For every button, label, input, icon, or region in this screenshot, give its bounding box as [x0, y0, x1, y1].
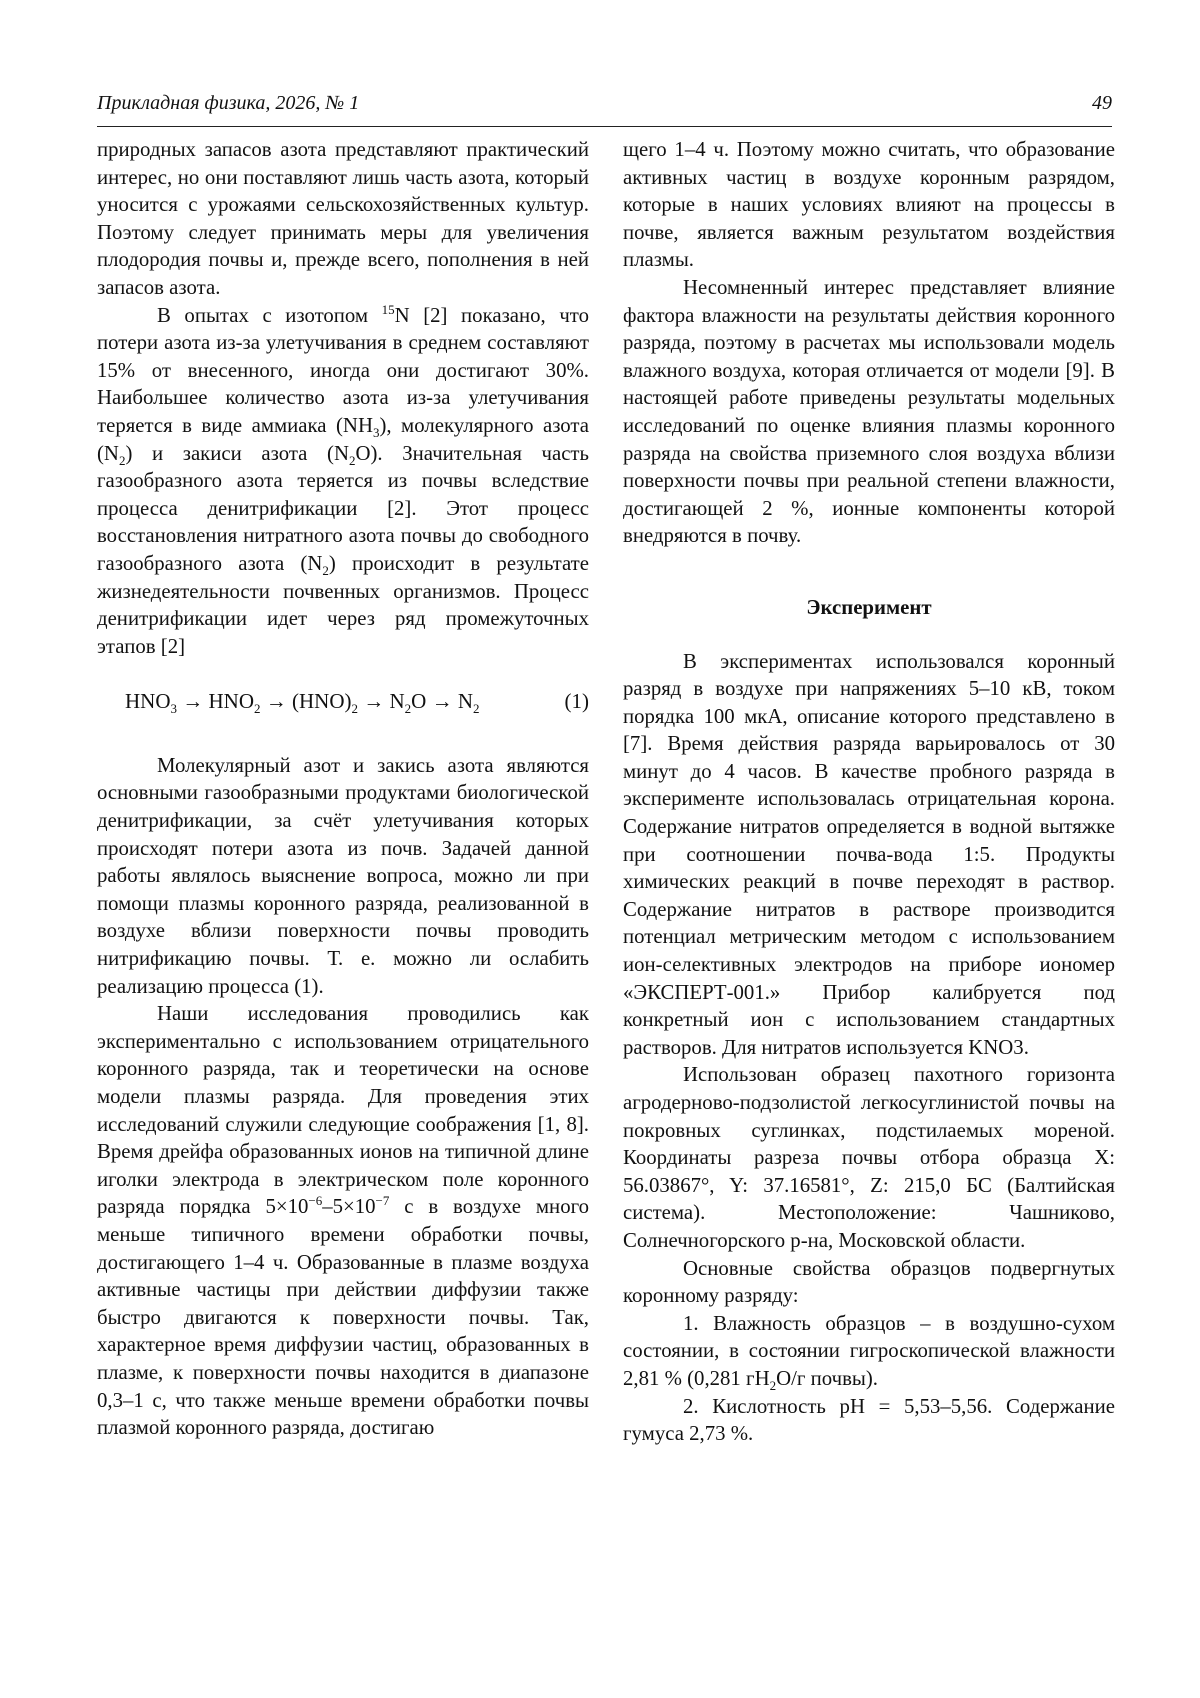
running-header — [97, 92, 1112, 127]
paragraph: Наши исследования проводились как экспериментально с использованием отрицательного коронного разряда, так и теоретически на основе модели плазмы разряда. Для проведения этих исследований служили следующие соображения [1, 8]. Время дрейфа образованных ионов на типичной длине иголки электрода в электрическом поле коронного разряда порядка $5\times 10^{-6}-5\times 10^{-7}$ с в воздухе много меньше типичного времени обработки почвы, достигающего 1–4 ч. Образованные в плазме воздуха активные частицы при действии диффузии также быстро двигаются к поверхности почвы. Так, характерное время диффузии частиц, образованных в плазме, к поверхности почвы находится в диапазоне 0,3–1 с, что также меньше времени обработки почвы плазмой коронного разряда, достигаю — [97, 1002, 589, 1440]
equation-number: (1) — [564, 689, 589, 714]
paragraph: Несомненный интерес представляет влияние фактора влажности на результаты действия коронного разряда, поэтому в расчетах мы использовали модель влажного воздуха, которая отличается от модели [9]. В настоящей работе приведены результаты модельных исследований по оценке влияния плазмы коронного разряда на свойства приземного слоя воздуха вблизи поверхности почвы при реальной степени влажности, достигающей 2 %, ионные компоненты которой внедряются в почву. — [623, 275, 1115, 548]
paragraph: Молекулярный азот и закись азота являются основными газообразными продуктами биологической денитрификации, за счёт улетучивания которых происходят потери азота из почв. Задачей данной работы являлось выяснение вопроса, можно ли при помощи плазмы коронного разряда, реализованной в воздухе вблизи поверхности почвы проводить нитрификацию почвы. Т. е. можно ли ослабить реализацию процесса (1). — [97, 753, 589, 998]
left-column — [97, 136, 589, 1442]
right-column — [623, 136, 1115, 1448]
list-item: 2. Кислотность pH = 5,53–5,56. Содержание гумуса 2,73 %. — [623, 1394, 1115, 1446]
page-number: 49 — [1092, 92, 1112, 114]
paragraph: Основные свойства образцов подвергнутых коронному разряду: — [623, 1256, 1115, 1308]
list-item: 1. Влажность образцов – в воздушно-сухом состоянии, в состоянии гигроскопической влажности 2,81 % (0,281 $гН_2О/г$ почвы). — [623, 1311, 1115, 1394]
paragraph: В опытах с изотопом $^{15}$N [2] показано, что потери азота из-за улетучивания в среднем составляют 15% от внесенного, иногда они достигают 30%. Наибольшее количество азота из-за улетучивания теряется в виде аммиака $(NH_3)$, молекулярного азота $(N_2)$ и закиси азота $(N_2O)$. Значительная часть газообразного азота теряется из почвы вследствие процесса денитрификации [2]. Этот процесс восстановления нитратного азота почвы до свободного газообразного азота $(N_2)$ происходит в результате жизнедеятельности почвенных организмов. Процесс денитрификации идет через ряд промежуточных этапов [2] — [97, 301, 589, 658]
paragraph: природных запасов азота представляют практический интерес, но они поставляют лишь часть азота, который уносится с урожаями сельскохозяйственных культур. Поэтому следует принимать меры для увеличения плодородия почвы и, прежде всего, пополнения в ней запасов азота. — [97, 138, 589, 299]
paragraph: Использован образец пахотного горизонта агродерново-подзолистой легкосуглинистой почвы на покровных суглинках, подстилаемых мореной. Координаты разреза почвы отбора образца X: 56.03867°, Y: 37.16581°, Z: 215,0 БС (Балтийская система). Местоположение: Чашниково, Солнечногорского р-на, Московской области. — [623, 1063, 1115, 1252]
equation: $HNO_3 \to HNO_2 \to (HNO)_2 \to N_2O \to N_2$ (1) — [125, 689, 589, 717]
paragraph: В экспериментах использовался коронный разряд в воздухе при напряжениях 5–10 кВ, током порядка 100 мкА, описание которого представлено в [7]. Время действия разряда варьировалось от 30 минут до 4 часов. В качестве пробного разряда в эксперименте использовалась отрицательная корона. Содержание нитратов определяется в водной вытяжке при соотношении почва-вода 1:5. Продукты химических реакций в почве переходят в раствор. Содержание нитратов в растворе производится потенциал метрическим методом с использованием ион-селективных электродов на приборе иономер «ЭКСПЕРТ-001.» Прибор калибруется под конкретный ион с использованием стандартных растворов. Для нитратов используется KNO3. — [623, 649, 1115, 1059]
section-heading: Эксперимент — [806, 595, 932, 619]
paragraph: щего 1–4 ч. Поэтому можно считать, что образование активных частиц в воздухе коронным разрядом, которые в наших условиях влияют на процессы в почве, является важным результатом воздействия плазмы. — [623, 138, 1115, 272]
journal-title: Прикладная физика, 2026, № 1 — [97, 92, 360, 114]
